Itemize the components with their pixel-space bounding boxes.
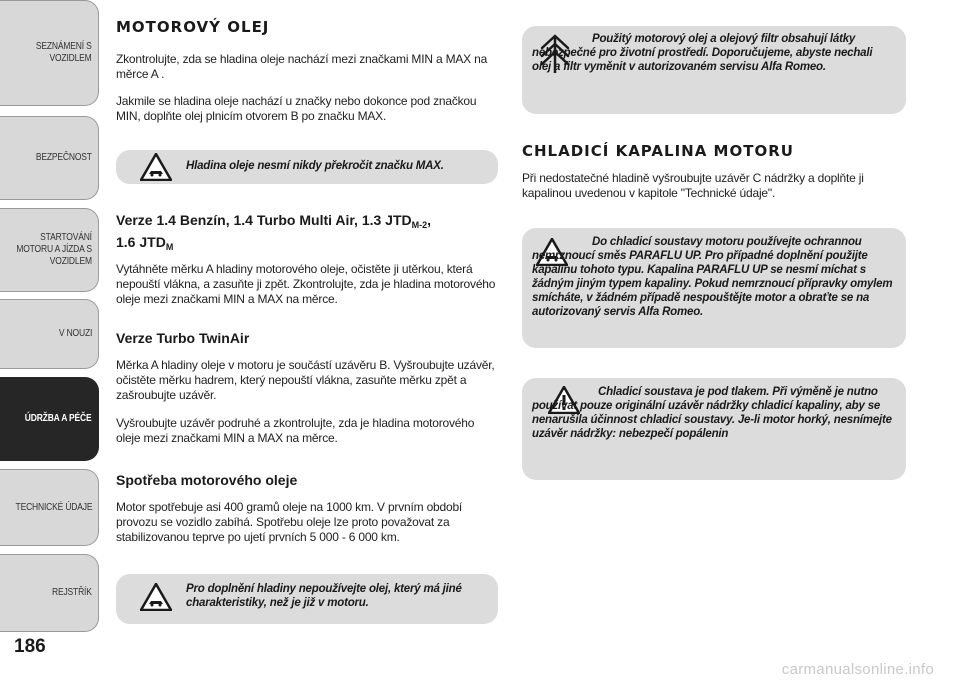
subscript: M <box>165 242 174 252</box>
warning-text: Hladina oleje nesmí nikdy překročit značku MAX. <box>186 160 444 172</box>
tab-v-nouzi[interactable] <box>0 299 99 369</box>
tab-label: TECHNICKÉ ÚDAJE <box>15 501 92 513</box>
warning-box <box>116 150 498 184</box>
tab-rejstrik[interactable] <box>0 554 99 632</box>
tab-technicke-udaje[interactable] <box>0 469 99 546</box>
warning-text: Do chladicí soustavy motoru používejte ochrannou nemrznoucí směs PARAFLU UP. Pro případné doplnění použijte kapalinu tohoto typu. Kapalina PARAFLU UP se nesmí míchat s žádným jiným typem kapaliny. Pokud nemrznoucí přípravky omylem smícháte, v žádném případě nespouštějte motor a obraťte se na autorizovaný servis Alfa Romeo. <box>532 236 893 318</box>
warning-box <box>522 228 906 348</box>
paragraph: Zkontrolujte, zda se hladina oleje nachází mezi značkami MIN a MAX na měrce A . <box>116 52 488 81</box>
tab-bezpecnost[interactable] <box>0 116 99 200</box>
subheading-text: , <box>427 212 432 228</box>
section-title-oil: MOTOROVÝ OLEJ <box>116 18 270 36</box>
subheading-text: 1.6 JTD <box>116 234 166 250</box>
subheading-text: Verze 1.4 Benzín, 1.4 Turbo Multi Air, 1.3 JTD <box>116 212 412 228</box>
subheading-versions <box>116 212 500 256</box>
warning-box <box>522 378 906 480</box>
car-warning-icon <box>140 153 172 181</box>
subheading-oil-consumption: Spotřeba motorového oleje <box>116 472 298 488</box>
car-warning-icon <box>140 583 172 611</box>
warning-box <box>116 574 498 624</box>
paragraph: Měrka A hladiny oleje v motoru je součástí uzávěru B. Vyšroubujte uzávěr, očistěte měrku hadrem, který nepouští vlákna, zasuňte měrku zpět a zašroubujte uzávěr. <box>116 358 495 402</box>
warning-text: Pro doplnění hladiny nepoužívejte olej, který má jiné charakteristiky, než je již v motoru. <box>186 583 462 609</box>
watermark: carmanualsonline.info <box>781 661 934 678</box>
paragraph: Jakmile se hladina oleje nachází u značky nebo dokonce pod značkou MIN, doplňte olej plnicím otvorem B po značku MAX. <box>116 94 477 123</box>
tab-udrzba-a-pece[interactable] <box>0 377 99 461</box>
page-number: 186 <box>14 636 46 657</box>
warning-text: Chladicí soustava je pod tlakem. Při výměně je nutno používat pouze originální uzávěr nádržky chladicí kapaliny, aby se nenarušila účinnost chladicí soustavy. Je-li motor horký, nesnímejte uzávěr nádržky: nebezpečí popálenin <box>532 386 892 440</box>
subscript: M-2 <box>411 220 428 230</box>
paragraph: Při nedostatečné hladině vyšroubujte uzávěr C nádržky a doplňte ji kapalinou uvedenou v kapitole "Technické údaje". <box>522 171 864 200</box>
tab-label: SEZNÁMENÍ S VOZIDLEM <box>36 41 92 64</box>
paragraph: Vytáhněte měrku A hladiny motorového oleje, očistěte ji utěrkou, která nepouští vlákna, a zasuňte ji zpět. Zkontrolujte, zda je hladina motorového oleje mezi značkami MIN a MAX na měrce. <box>116 262 496 306</box>
paragraph: Motor spotřebuje asi 400 gramů oleje na 1000 km. V prvním období provozu se vozidlo zabíhá. Spotřebu oleje lze proto považovat za stabilizovanou teprve po ujetí prvních 5 000 - 6 000 km. <box>116 500 463 544</box>
tab-startovani[interactable] <box>0 208 99 292</box>
environment-note-box <box>522 26 906 114</box>
tab-label: V NOUZI <box>58 328 92 339</box>
section-title-coolant: CHLADICÍ KAPALINA MOTORU <box>522 142 794 160</box>
environment-note-text: Použitý motorový olej a olejový filtr obsahují látky nebezpečné pro životní prostředí. Doporučujeme, abyste nechali olej a filtr vyměnit v autorizovaném servisu Alfa Romeo. <box>532 33 873 73</box>
tab-seznameni[interactable] <box>0 0 99 106</box>
tab-label: REJSTŘÍK <box>52 587 92 598</box>
tab-label: BEZPEČNOST <box>36 152 92 163</box>
tab-label: STARTOVÁNÍ MOTORU A JÍZDA S VOZIDLEM <box>16 232 92 267</box>
tab-label: ÚDRŽBA A PÉČE <box>25 413 92 424</box>
paragraph: Vyšroubujte uzávěr podruhé a zkontrolujte, zda je hladina motorového oleje mezi značkami MIN a MAX na měrce. <box>116 416 475 445</box>
subheading-twinair: Verze Turbo TwinAir <box>116 330 250 346</box>
